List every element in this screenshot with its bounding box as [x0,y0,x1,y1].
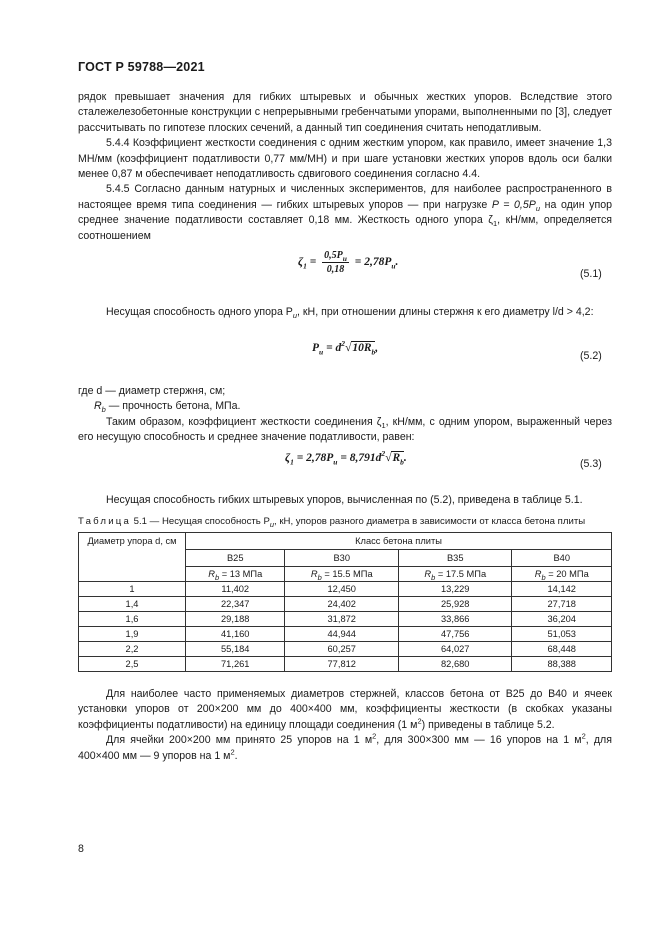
cell-value: 36,204 [512,612,612,627]
cell-value: 25,928 [398,597,512,612]
f3-lhs-sub: 1 [290,457,294,467]
col-header-class: Класс бетона плиты [186,533,612,550]
p3-load: P = 0,5P [491,198,536,211]
strength-b30 [285,567,399,582]
cell-diameter: 1 [79,582,186,597]
f2-root-text: 10R [352,342,372,354]
p9-text-d: . [234,749,238,762]
rb-sym: R [208,569,215,579]
f1-lhs-sub: 1 [303,261,307,271]
p9-sup2: 2 [581,731,586,741]
table-5-1 [78,532,612,672]
cell-value: 41,160 [186,627,285,642]
p9-sup1: 2 [372,731,377,741]
rb-sub: b [317,572,322,582]
p8-text-a: Для наиболее часто применяемых диаметров стержней, классов бетона от В25 до В40 и ячеек установки упоров от 200×200 мм до 400×400 мм, коэффициенты жесткости (в скобках указаны коэффициенты податливости) на единицу площади соединения (1 м [78,688,612,731]
class-b40: В40 [512,550,612,567]
p4-text-b: , кН, при отношении длины стержня к его диаметру l/d > 4,2: [297,306,594,318]
f1-end: . [395,256,399,269]
cell-value: 24,402 [285,597,399,612]
f2-eq: = d [326,342,342,354]
paragraph-bearing-capacity [78,305,612,320]
class-b25: В25 [186,550,285,567]
cell-diameter: 2,2 [79,642,186,657]
f1-rhs-sub: u [391,261,396,271]
f2-end: , [375,342,379,354]
table-row [79,657,612,672]
f2-root-sub: b [371,347,376,357]
p5-rb: R [94,400,102,413]
cell-value: 82,680 [398,657,512,672]
table-caption-a: 5.1 — Несущая способность P [131,516,270,527]
rb-sub: b [541,572,546,582]
cell-diameter: 1,9 [79,627,186,642]
f3-eq: = 2,78P [296,452,334,464]
p3-text-a: 5.4.5 Согласно данным натурных и численных экспериментов, для наиболее распространенного в настоящее время типа соединения — гибких штыревых упоров — при нагрузке [78,183,612,211]
p8-text-b: ) приведены в таблице 5.2. [421,718,555,731]
cell-value: 88,388 [512,657,612,672]
cell-value: 33,866 [398,612,512,627]
p5-where: где d — диаметр стержня, см; [78,385,226,397]
rb-sym: R [424,569,432,579]
page-number: 8 [78,843,84,855]
strength-b40 [512,567,612,582]
f2-exp: 2 [341,339,346,349]
f3-eq-sub: u [333,457,338,467]
cell-value: 27,718 [512,597,612,612]
table-caption-label: Таблица [78,516,132,527]
paragraph-definitions [78,384,612,446]
cell-diameter: 2,5 [79,657,186,672]
f1-num: 0,5P [324,250,343,261]
p5-rb-text: — прочность бетона, МПа. [105,400,241,413]
cell-value: 77,812 [285,657,399,672]
table-row [79,597,612,612]
f3-end: . [403,452,407,464]
table-row [79,582,612,597]
table-caption [78,516,618,527]
cell-value: 60,257 [285,642,399,657]
p4 [78,305,612,320]
f3-lhs: ζ [285,452,291,464]
paragraph-table-ref [78,493,612,508]
paragraph-5-4-4: 5.4.4 Коэффициент жесткости соединения с одним жестким упором, как правило, имеет значение 1,3 МН/мм (коэффициент податливости 0,77 мм/МН) и при шаге установки жестких упоров вдоль оси балки менее 0,87 м обеспечивает неподатливость сдвигового соединения согласно 4.4. [78,137,612,181]
table-caption-sub: u [269,519,275,529]
f2-lhs: P [312,342,320,354]
p5-rb-line [78,399,612,414]
f3-root-sub: b [400,457,404,467]
cell-diameter: 1,6 [79,612,186,627]
p3-load-sub: u [535,203,540,213]
cell-value: 22,347 [186,597,285,612]
strength-val: = 17.5 МПа [437,569,487,579]
f3-exp: 2 [381,449,386,459]
f3-root-text: R [392,452,401,464]
cell-value: 71,261 [186,657,285,672]
page-header-standard: ГОСТ Р 59788—2021 [78,60,205,74]
table-row [79,627,612,642]
paragraph-1: рядок превышает значения для гибких штыревых и обычных жестких упоров. Вследствие этого сталежелезобетонные конструкции с непрерывными гребенчатыми упорами, выполненными по [3], следует рассчитывать по гипотезе плоских сечений, а данный тип соединения считать неподатливым. [78,91,612,134]
formula-number-5-1: (5.1) [580,268,602,280]
paragraph-stiffness-units [78,687,612,764]
p4-text-a: Несущая способность одного упора P [106,306,293,318]
p8 [78,687,612,733]
f1-den: 0,18 [326,264,345,275]
rb-sym: R [534,569,542,579]
cell-value: 31,872 [285,612,399,627]
f1-num-sub: u [342,254,347,263]
table-caption-b: , кН, упоров разного диаметра в зависимости от класса бетона плиты [274,516,586,527]
cell-value: 68,448 [512,642,612,657]
cell-value: 14,142 [512,582,612,597]
p6-sub: 1 [381,420,386,430]
strength-val: = 13 МПа [221,569,263,579]
strength-b35 [398,567,512,582]
f2-root [351,341,376,357]
rb-sub: b [431,572,436,582]
strength-val: = 20 МПа [548,569,589,579]
rb-sym: R [310,569,318,579]
p5-rb-sub: b [101,405,106,415]
p9 [78,733,612,764]
table-row [79,642,612,657]
paragraph-5-4-5 [78,182,612,244]
formula-5-2: $P_u = d^2√10R_b$, [312,339,379,357]
cell-value: 12,450 [285,582,399,597]
cell-diameter: 1,4 [79,597,186,612]
formula-number-5-2: (5.2) [580,350,602,362]
f2-lhs-sub: u [319,347,324,357]
rb-sub: b [214,572,220,582]
cell-value: 11,402 [186,582,285,597]
f1-rhs: = 2,78P [354,256,392,269]
p8-sup: 2 [417,716,422,726]
formula-5-1 [298,250,398,275]
cell-value: 51,053 [512,627,612,642]
p9-text-a: Для ячейки 200×200 мм принято 25 упоров на 1 м [106,734,373,747]
class-b30: В30 [285,550,399,567]
cell-value: 13,229 [398,582,512,597]
cell-value: 47,756 [398,627,512,642]
col-header-diameter: Диаметр упора d, см [79,533,186,582]
p9-text-b: , для 300×300 мм — 16 упоров на 1 м [376,734,582,747]
p3-zeta-sub: 1 [492,219,498,229]
strength-b25 [186,567,285,582]
f3-mid: = 8,791d [340,452,382,464]
strength-val: = 15.5 МПа [324,569,373,579]
cell-value: 44,944 [285,627,399,642]
p6-text-a: Таким образом, коэффициент жесткости соединения ζ [106,415,382,428]
cell-value: 64,027 [398,642,512,657]
f1-lhs: ζ [298,256,304,269]
p6 [78,415,612,446]
f1-fraction [322,250,349,275]
table-row [79,612,612,627]
p9-text-c: , для 400×400 мм — 9 упоров на 1 м [78,734,612,762]
class-b35: В35 [398,550,512,567]
p3-text-c: , кН/мм, определяется соотношением [78,214,612,242]
p6-text-b: , кН/мм, с одним упором, выраженный через его несущую способность и среднее значение податливости, равен: [78,415,612,444]
paragraph-continuation [78,90,612,244]
formula-5-3: $\zeta_1 = 2,78P_u = 8,791d^2√R_b$. [285,449,407,467]
p7: Несущая способность гибких штыревых упоров, вычисленная по (5.2), приведена в таблице 5.1. [106,494,583,506]
p9-sup3: 2 [230,747,235,757]
formula-number-5-3: (5.3) [580,458,602,470]
f3-root [391,451,404,467]
cell-value: 55,184 [186,642,285,657]
cell-value: 29,188 [186,612,285,627]
p4-sub: u [292,311,298,321]
f1-eq: = [309,256,317,269]
p3-text-b: на один упор среднее значение податливости составляет 0,18 мм. Жесткость одного упора ζ [78,198,612,227]
